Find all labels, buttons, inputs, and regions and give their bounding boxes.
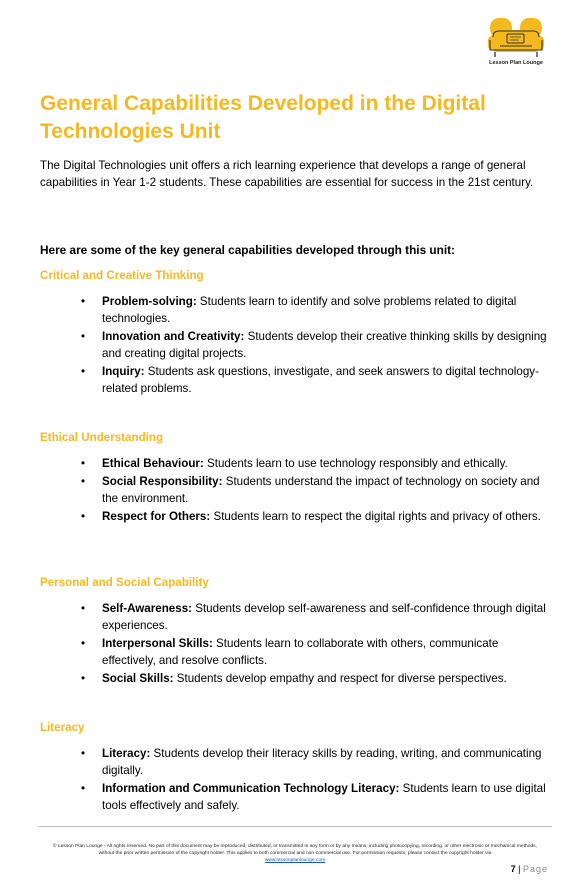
capability-description: Students develop self-awareness and self-confidence through digital experiences. [102,602,546,632]
capability-term: Self-Awareness: [102,602,192,615]
capability-term: Information and Communication Technology Literacy: [102,782,400,795]
list-item [40,780,550,814]
footer-divider [38,826,552,827]
bullet-icon: • [81,365,86,378]
bullet-icon: • [81,747,86,760]
page-label: Page [522,864,548,874]
capability-description: Students develop their literacy skills by reading, writing, and communicating digitally. [102,747,542,777]
copyright-text: © Lesson Plan Lounge - All rights reserved. No part of this document may be reproduced, distributed, or transmitted in any form or by any means, including photocopying, recording, or other electronic or mechanical methods, without the prior written permission of the copyright holder. This applies to both commercial and non-commercial use. For permission requests, please contact the copyright holder via [53,844,537,856]
page-number-value: 7 [510,864,516,874]
capability-term: Innovation and Creativity: [102,330,245,343]
capability-term: Social Skills: [102,672,174,685]
capability-description: Students develop empathy and respect for diverse perspectives. [173,672,507,685]
list-item [40,293,550,327]
bullet-list-critical-creative-thinking [40,293,550,398]
list-item [40,455,550,472]
lead-in-sentence: Here are some of the key general capabilities developed through this unit: [40,243,455,257]
bullet-list-personal-social-capability [40,600,550,688]
bullet-icon: • [81,602,86,615]
capability-term: Literacy: [102,747,151,760]
capability-term: Social Responsibility: [102,475,223,488]
capability-description: Students develop their creative thinking skills by designing and creating digital projects. [102,330,547,360]
list-item [40,600,550,634]
bullet-icon: • [81,672,86,685]
section-heading-ethical-understanding: Ethical Understanding [40,431,164,444]
list-item [40,508,550,525]
section-heading-literacy: Literacy [40,721,85,734]
intro-paragraph: The Digital Technologies unit offers a rich learning experience that develops a range of general capabilities in Year 1-2 students. These capabilities are essential for success in the 21st century. [40,159,534,189]
capability-description: Students ask questions, investigate, and seek answers to digital technology-related problems. [102,365,539,395]
capability-term: Interpersonal Skills: [102,637,213,650]
list-item [40,635,550,669]
copyright-notice [48,843,542,864]
capability-description: Students understand the impact of technology on society and the environment. [102,475,540,505]
capability-term: Ethical Behaviour: [102,457,204,470]
bullet-icon: • [81,782,86,795]
page-number [511,864,548,874]
section-heading-critical-creative-thinking: Critical and Creative Thinking [40,269,204,282]
capability-description: Students learn to collaborate with others, communicate effectively, and resolve conflicts. [102,637,499,667]
capability-term: Respect for Others: [102,510,211,523]
list-item [40,328,550,362]
capability-term: Inquiry: [102,365,145,378]
sofa-icon [484,16,548,60]
bullet-icon: • [81,475,86,488]
website-link[interactable]: www.lessonplanlounge.com [264,858,326,863]
bullet-icon: • [81,330,86,343]
page-separator: | [515,864,523,874]
bullet-icon: • [81,510,86,523]
capability-description: Students learn to respect the digital rights and privacy of others. [210,510,541,523]
bullet-icon: • [81,457,86,470]
list-item [40,670,550,687]
capability-description: Students learn to identify and solve problems related to digital technologies. [102,295,517,325]
list-item [40,363,550,397]
bullet-list-ethical-understanding [40,455,550,526]
bullet-icon: • [81,295,86,308]
logo-wordmark: Lesson Plan Lounge [489,60,543,66]
bullet-list-literacy [40,745,550,815]
capability-term: Problem-solving: [102,295,197,308]
section-heading-personal-social-capability: Personal and Social Capability [40,576,209,589]
lesson-plan-lounge-logo [480,14,552,76]
list-item [40,473,550,507]
capability-description: Students learn to use digital tools effectively and safely. [102,782,546,812]
bullet-icon: • [81,637,86,650]
capability-description: Students learn to use technology responsibly and ethically. [203,457,508,470]
list-item [40,745,550,779]
page-title: General Capabilities Developed in the Digital Technologies Unit [40,92,486,143]
